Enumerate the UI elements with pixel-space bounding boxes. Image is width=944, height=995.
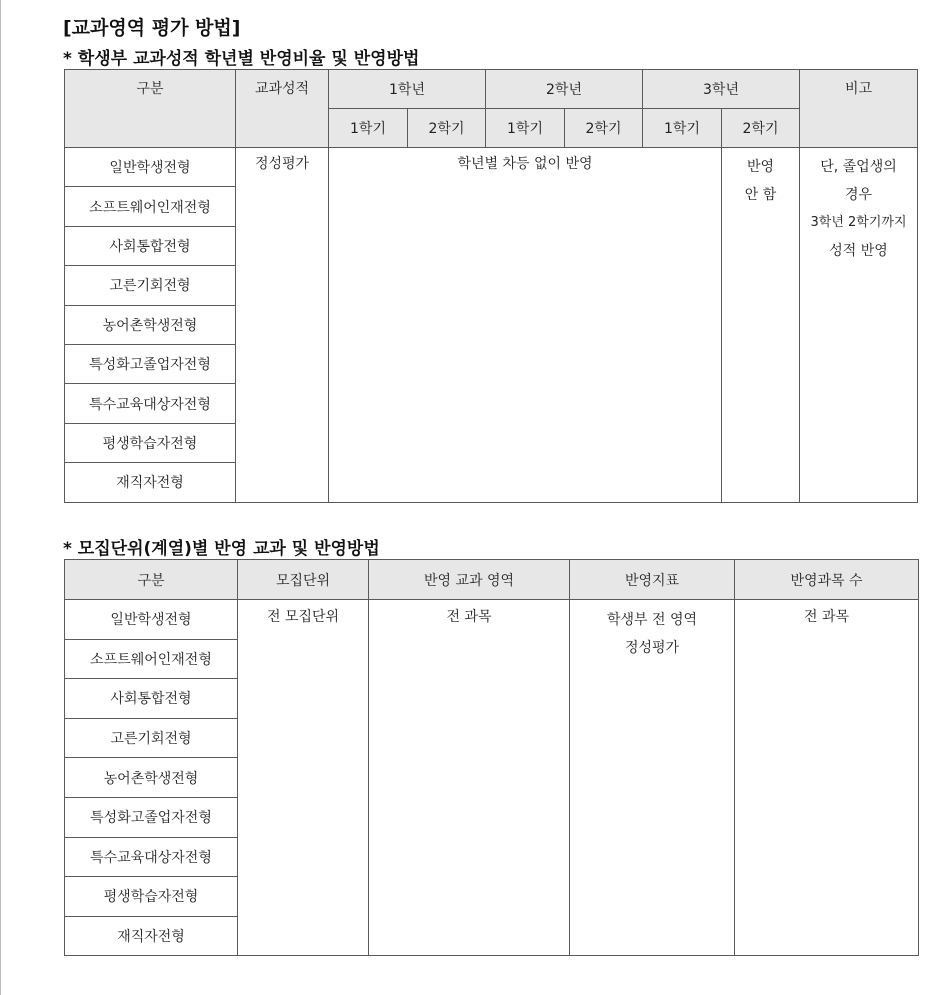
header-area: 반영 교과 영역 xyxy=(369,560,570,600)
page-title: [교과영역 평가 방법] xyxy=(63,17,241,39)
area-value: 전 과목 xyxy=(369,600,570,956)
header-year3-sem1: 1학기 xyxy=(643,109,722,148)
count-value: 전 과목 xyxy=(735,600,919,956)
page-left-border xyxy=(0,0,1,995)
header-year1: 1학년 xyxy=(329,70,486,109)
admission-type: 사회통합전형 xyxy=(65,679,238,719)
admission-type: 농어촌학생전형 xyxy=(65,305,236,344)
header-year3: 3학년 xyxy=(643,70,800,109)
header-year3-sem2: 2학기 xyxy=(722,109,800,148)
note-line: 단, 졸업생의 xyxy=(820,159,897,175)
header-year2-sem1: 1학기 xyxy=(486,109,565,148)
index-cell xyxy=(570,600,735,956)
table-row xyxy=(65,148,918,187)
reflection-method: 학년별 차등 없이 반영 xyxy=(329,148,722,503)
header-category: 구분 xyxy=(65,70,236,148)
evaluation-method: 정성평가 xyxy=(236,148,329,503)
header-subject-grade: 교과성적 xyxy=(236,70,329,148)
index-line: 정성평가 xyxy=(624,640,680,656)
admission-type: 재직자전형 xyxy=(65,463,236,502)
grade-ratio-table xyxy=(64,69,918,503)
header-note: 비고 xyxy=(800,70,918,148)
admission-type: 특성화고졸업자전형 xyxy=(65,344,236,383)
admission-type: 고른기회전형 xyxy=(65,266,236,305)
admission-type: 소프트웨어인재전형 xyxy=(65,187,236,226)
admission-type: 일반학생전형 xyxy=(65,148,236,187)
note-line: 성적 반영 xyxy=(829,243,888,259)
header-count: 반영과목 수 xyxy=(735,560,919,600)
note-cell xyxy=(800,148,918,503)
admission-type: 특성화고졸업자전형 xyxy=(65,797,238,837)
admission-type: 사회통합전형 xyxy=(65,226,236,265)
admission-type: 평생학습자전형 xyxy=(65,423,236,462)
table-row xyxy=(65,600,919,640)
not-reflected-line: 안 함 xyxy=(744,187,777,203)
header-index: 반영지표 xyxy=(570,560,735,600)
admission-type: 소프트웨어인재전형 xyxy=(65,639,238,679)
admission-type: 평생학습자전형 xyxy=(65,877,238,917)
header-year2: 2학년 xyxy=(486,70,643,109)
note-line: 3학년 2학기까지 xyxy=(810,215,907,230)
section1-title: * 학생부 교과성적 학년별 반영비율 및 반영방법 xyxy=(63,49,420,69)
admission-type: 재직자전형 xyxy=(65,916,238,956)
admission-type: 고른기회전형 xyxy=(65,718,238,758)
header-category: 구분 xyxy=(65,560,238,600)
admission-type: 특수교육대상자전형 xyxy=(65,837,238,877)
header-year1-sem1: 1학기 xyxy=(329,109,408,148)
note-line: 경우 xyxy=(844,187,873,203)
year3-sem2-not-reflected xyxy=(722,148,800,503)
header-year1-sem2: 2학기 xyxy=(408,109,486,148)
admission-type: 일반학생전형 xyxy=(65,600,238,640)
admission-type: 특수교육대상자전형 xyxy=(65,384,236,423)
admission-type: 농어촌학생전형 xyxy=(65,758,238,798)
not-reflected-line: 반영 xyxy=(746,159,775,175)
index-line: 학생부 전 영역 xyxy=(606,612,698,628)
subject-method-table xyxy=(64,559,919,956)
header-unit: 모집단위 xyxy=(238,560,369,600)
header-year2-sem2: 2학기 xyxy=(565,109,643,148)
section2-title: * 모집단위(계열)별 반영 교과 및 반영방법 xyxy=(63,539,380,559)
unit-value: 전 모집단위 xyxy=(238,600,369,956)
